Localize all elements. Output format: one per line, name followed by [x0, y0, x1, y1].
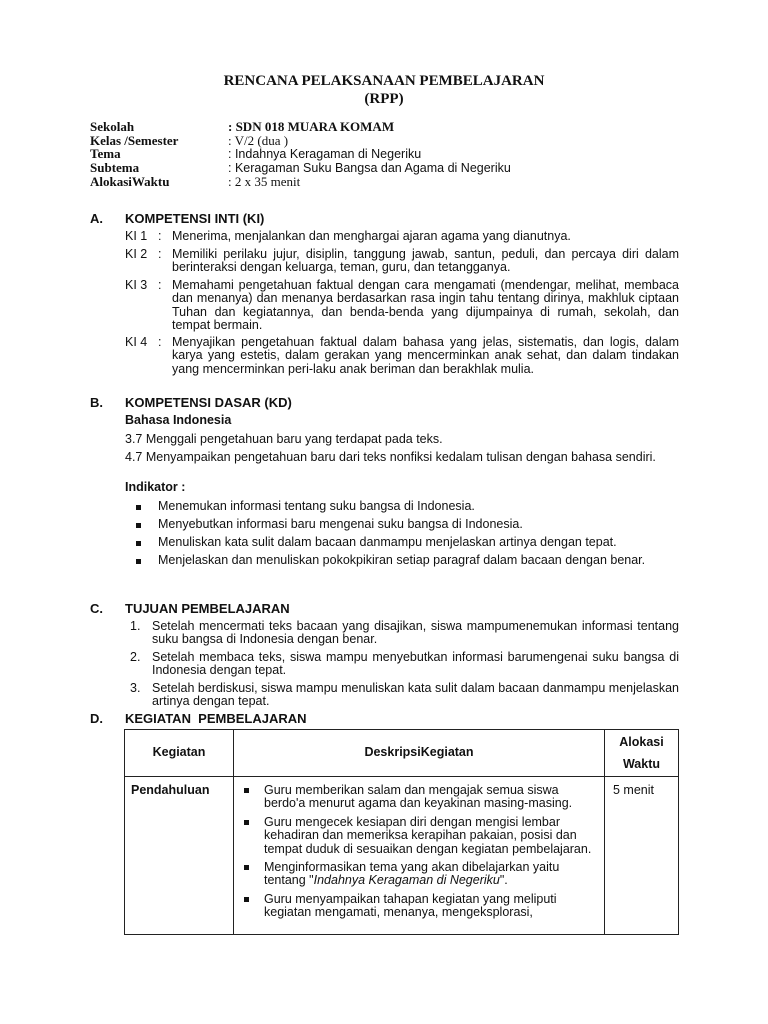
column-header-deskripsi: DeskripsiKegiatan	[234, 730, 605, 777]
document-page: RENCANA PELAKSANAAN PEMBELAJARAN (RPP) Sekolah : SDN 018 MUARA KOMAM Kelas /Semester : V/2 (dua ) Tema : Indahnya Keragaman di Negeriku Subtema : Keragaman Suku Bangsa dan Agama di Negeriku AlokasiWaktu : 2 x 35 menit A. KOMPETENSI INTI (KI) KI 1 : Menerima, menjalankan dan menghargai ajaran agama yang dianutnya. KI 2 : Memiliki perilaku jujur, disiplin, tanggung jawab, santun, peduli, dan percaya diri dalam berinteraksi dengan keluarga, teman, guru, dan tetangganya. KI 3 : Memahami pengetahuan faktual dengan cara mengamati (mendengar, melihat, membaca dan menanya) dan menanya berdasarkan rasa ingin tahu tentang dirinya, makhluk ciptaan Tuhan dan kegiatannya, dan benda-benda yang dijumpainya di rumah, sekolah, dan tempat bermain. KI 4 : Menyajikan pengetahuan faktual dalam bahasa yang jelas, sistematis, dan logis, dalam karya yang estetis, dalam gerakan yang mencerminkan anak sehat, dan dalam tindakan yang mencerminkan peri-laku anak beriman dan berakhlak mulia. B. KOMPETENSI DASAR (KD) Bahasa Indonesia 3.7 Menggali pengetahuan baru yang terdapat pada teks. 4.7 Menyampaikan pengetahuan baru dari teks nonfiksi kedalam tulisan dengan bahasa sendiri. Indikator : Menemukan informasi tentang suku bangsa di Indonesia. Menyebutkan informasi baru mengenai suku bangsa di Indonesia. Menuliskan kata sulit dalam bacaan danmampu menjelaskan artinya dengan tepat. Menjelaskan dan menuliskan pokokpikiran setiap paragraf dalam bacaan dengan benar. C. TUJUAN PEMBELAJARAN 1. Setelah mencermati teks bacaan yang disajikan, siswa mampumenemukan informasi tentang suku bangsa di Indonesia dengan benar. 2. Setelah membaca teks, siswa mampu menyebutkan informasi barumengenai suku bangsa di Indonesia dengan tepat. 3. Setelah berdiskusi, siswa mampu menuliskan kata sulit dalam bacaan danmampu menjelaskan artinya dengan tepat. D. KEGIATAN PEMBELAJARAN Kegiatan DeskripsiKegiatan Alokasi Waktu Pendahuluan Guru memberikan salam dan mengajak semua siswa berdo'a menurut agama dan keyakinan masing-masing. Guru mengecek kesiapan diri dengan mengisi lembar kehadiran dan memeriksa kerapihan pakaian, posisi dan tempat duduk di sesuaikan dengan kegiatan pembelajaran. Menginformasikan tema yang akan dibelajarkan yaitu tentang "Indahnya Keragaman di Negeriku". Guru menyampaikan tahapan kegiatan yang meliputi kegiatan mengamati, menanya, mengeksplorasi, 5 menit	[0, 0, 768, 1024]
identity-value: : Keragaman Suku Bangsa dan Agama di Negeriku	[228, 161, 511, 175]
column-header-kegiatan: Kegiatan	[125, 730, 234, 777]
identity-label: AlokasiWaktu	[90, 174, 170, 189]
objective-item: 1. Setelah mencermati teks bacaan yang disajikan, siswa mampumenemukan informasi tentang suku bangsa di Indonesia dengan benar.	[130, 619, 679, 647]
cell-waktu: 5 menit	[605, 777, 679, 935]
subject-label: Bahasa Indonesia	[125, 413, 232, 427]
list-item: Guru menyampaikan tahapan kegiatan yang meliputi kegiatan mengamati, menanya, mengeksplorasi,	[242, 893, 596, 920]
bullet-icon	[244, 788, 249, 793]
indicator-item: Menuliskan kata sulit dalam bacaan danmampu menjelaskan artinya dengan tepat.	[125, 536, 679, 549]
identity-value: : Indahnya Keragaman di Negeriku	[228, 147, 422, 161]
bullet-icon	[136, 505, 141, 510]
cell-kegiatan: Pendahuluan	[125, 777, 234, 935]
document-subtitle: (RPP)	[364, 91, 404, 107]
ki-item: KI 4 : Menyajikan pengetahuan faktual dalam bahasa yang jelas, sistematis, dan logis, dalam karya yang estetis, dalam gerakan yang mencerminkan anak sehat, dan dalam tindakan yang mencerminkan peri-laku anak beriman dan berakhlak mulia.	[125, 335, 679, 376]
identity-value: : SDN 018 MUARA KOMAM	[228, 119, 395, 134]
kd-item: 4.7 Menyampaikan pengetahuan baru dari teks nonfiksi kedalam tulisan dengan bahasa sendiri.	[125, 450, 656, 464]
list-item: Guru memberikan salam dan mengajak semua siswa berdo'a menurut agama dan keyakinan masing-masing.	[242, 784, 596, 811]
identity-label: Tema	[90, 146, 121, 161]
bullet-icon	[136, 523, 141, 528]
identity-label: Kelas /Semester	[90, 133, 179, 148]
activity-table	[124, 729, 679, 935]
objective-item: 3. Setelah berdiskusi, siswa mampu menuliskan kata sulit dalam bacaan danmampu menjelaskan artinya dengan tepat.	[130, 681, 679, 709]
identity-label: Sekolah	[90, 119, 135, 134]
indicator-item: Menjelaskan dan menuliskan pokokpikiran setiap paragraf dalam bacaan dengan benar.	[125, 554, 679, 567]
document-title: RENCANA PELAKSANAAN PEMBELAJARAN	[223, 73, 545, 89]
ki-item: KI 2 : Memiliki perilaku jujur, disiplin, tanggung jawab, santun, peduli, dan percaya diri dalam berinteraksi dengan keluarga, teman, guru, dan tetangganya.	[125, 247, 679, 275]
column-header-alokasi: Alokasi Waktu	[605, 730, 679, 777]
identity-value: : V/2 (dua )	[228, 133, 289, 148]
objective-item: 2. Setelah membaca teks, siswa mampu menyebutkan informasi barumengenai suku bangsa di Indonesia dengan tepat.	[130, 650, 679, 678]
indicator-item: Menyebutkan informasi baru mengenai suku bangsa di Indonesia.	[125, 518, 679, 531]
ki-item: KI 3 : Memahami pengetahuan faktual dengan cara mengamati (mendengar, melihat, membaca dan menanya) dan menanya berdasarkan rasa ingin tahu tentang dirinya, makhluk ciptaan Tuhan dan kegiatannya, dan benda-benda yang dijumpainya di rumah, sekolah, dan tempat bermain.	[125, 278, 679, 333]
list-item: Menginformasikan tema yang akan dibelajarkan yaitu tentang "Indahnya Keragaman di Negeriku".	[242, 861, 596, 888]
table-header-row	[125, 730, 679, 777]
cell-deskripsi	[234, 777, 605, 935]
ki-item: KI 1 : Menerima, menjalankan dan menghargai ajaran agama yang dianutnya.	[125, 229, 571, 243]
bullet-icon	[244, 897, 249, 902]
indicator-label: Indikator :	[125, 480, 186, 494]
bullet-icon	[136, 559, 141, 564]
identity-label: Subtema	[90, 160, 140, 175]
table-row	[125, 777, 679, 935]
identity-value: : 2 x 35 menit	[228, 174, 301, 189]
bullet-icon	[244, 865, 249, 870]
kd-item: 3.7 Menggali pengetahuan baru yang terdapat pada teks.	[125, 432, 443, 446]
bullet-icon	[244, 820, 249, 825]
indicator-item: Menemukan informasi tentang suku bangsa di Indonesia.	[125, 500, 679, 513]
list-item: Guru mengecek kesiapan diri dengan mengisi lembar kehadiran dan memeriksa kerapihan pakaian, posisi dan tempat duduk di sesuaikan dengan kegiatan pembelajaran.	[242, 816, 596, 856]
bullet-icon	[136, 541, 141, 546]
